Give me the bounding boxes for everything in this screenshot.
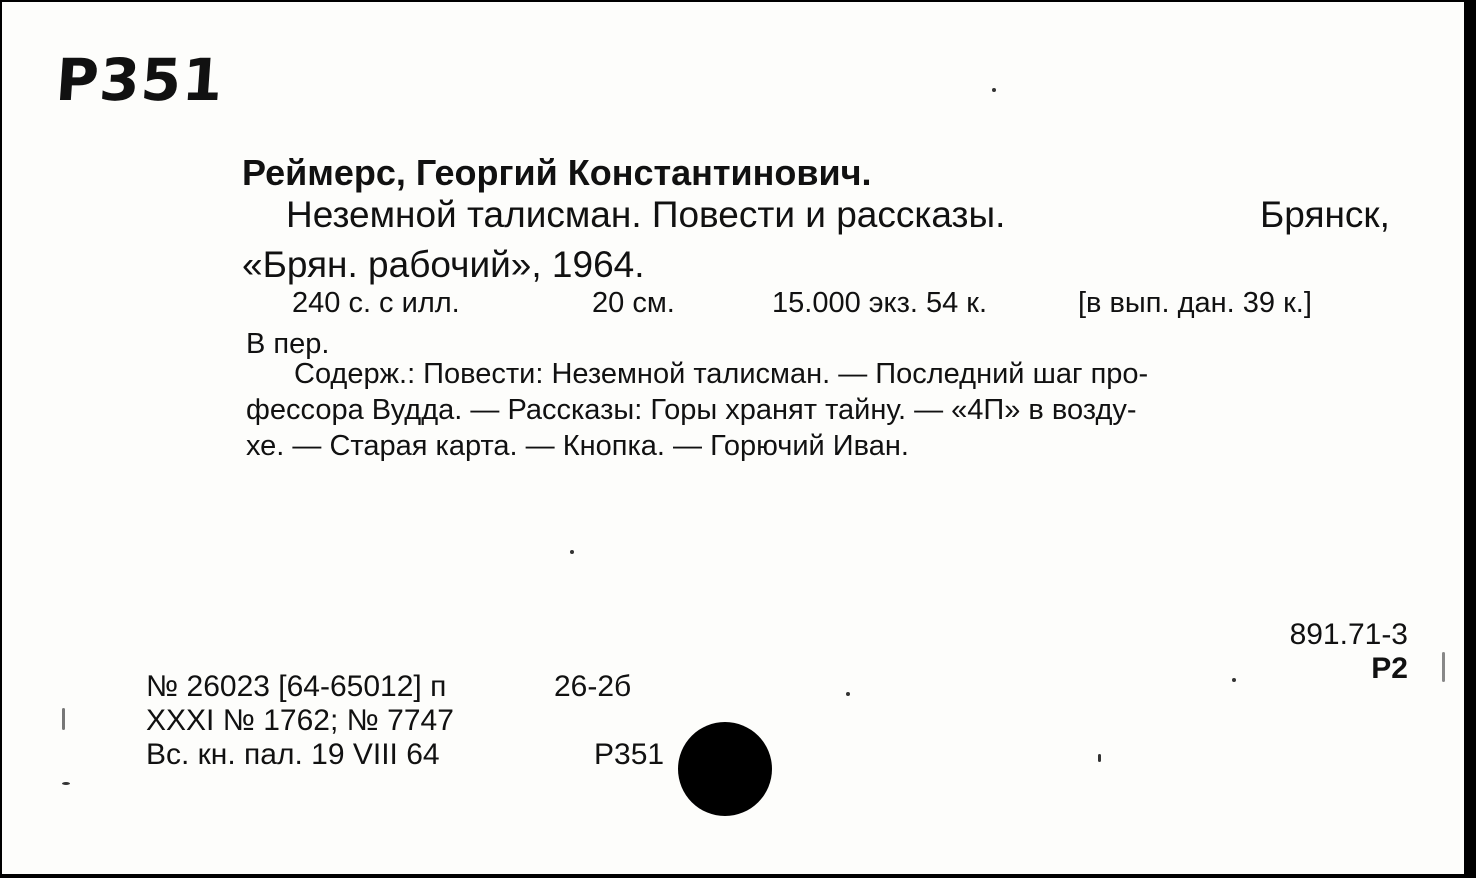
handwritten-call-number: P351 bbox=[53, 46, 226, 114]
contents-line: Содерж.: Повести: Неземной талисман. — Последний шаг про- bbox=[294, 358, 1149, 390]
size: 20 см. bbox=[592, 287, 675, 319]
speck bbox=[570, 550, 574, 554]
copies-price: 15.000 экз. 54 к. bbox=[772, 287, 988, 319]
speck bbox=[846, 692, 850, 696]
speck bbox=[1442, 652, 1445, 682]
publication-place: Брянск, bbox=[1260, 194, 1390, 235]
chamber-date: Вс. кн. пал. 19 VIII 64 bbox=[146, 738, 440, 771]
speck bbox=[62, 708, 65, 730]
punch-hole bbox=[678, 722, 772, 816]
catalog-card bbox=[2, 2, 1464, 874]
classification-number: 891.71-3 bbox=[1289, 618, 1408, 651]
price-note: [в вып. дан. 39 к.] bbox=[1078, 287, 1312, 319]
order-code: 26-2б bbox=[554, 670, 632, 703]
contents-note bbox=[246, 356, 1426, 464]
index-reference: XXXI № 1762; № 7747 bbox=[146, 704, 454, 737]
speck bbox=[992, 88, 996, 92]
binding-note: В пер. bbox=[246, 328, 330, 360]
pages: 240 с. с илл. bbox=[292, 287, 460, 319]
author-heading: Реймерс, Георгий Константинович. bbox=[242, 152, 872, 193]
card-edge bbox=[1464, 0, 1476, 878]
contents-line: хе. — Старая карта. — Кнопка. — Горючий Иван. bbox=[246, 430, 909, 462]
speck bbox=[1098, 754, 1101, 762]
speck bbox=[62, 782, 70, 785]
speck bbox=[1232, 678, 1236, 682]
author-mark: Р2 bbox=[1371, 652, 1408, 685]
contents-line: фессора Вудда. — Рассказы: Горы хранят тайну. — «4П» в возду- bbox=[246, 394, 1137, 426]
title-line: Неземной талисман. Повести и рассказы. bbox=[286, 194, 1006, 235]
publisher-year: «Брян. рабочий», 1964. bbox=[242, 244, 645, 285]
card-code: Р351 bbox=[594, 738, 665, 771]
registration-number: № 26023 [64-65012] п bbox=[146, 670, 447, 703]
classification-block bbox=[1290, 618, 1408, 686]
